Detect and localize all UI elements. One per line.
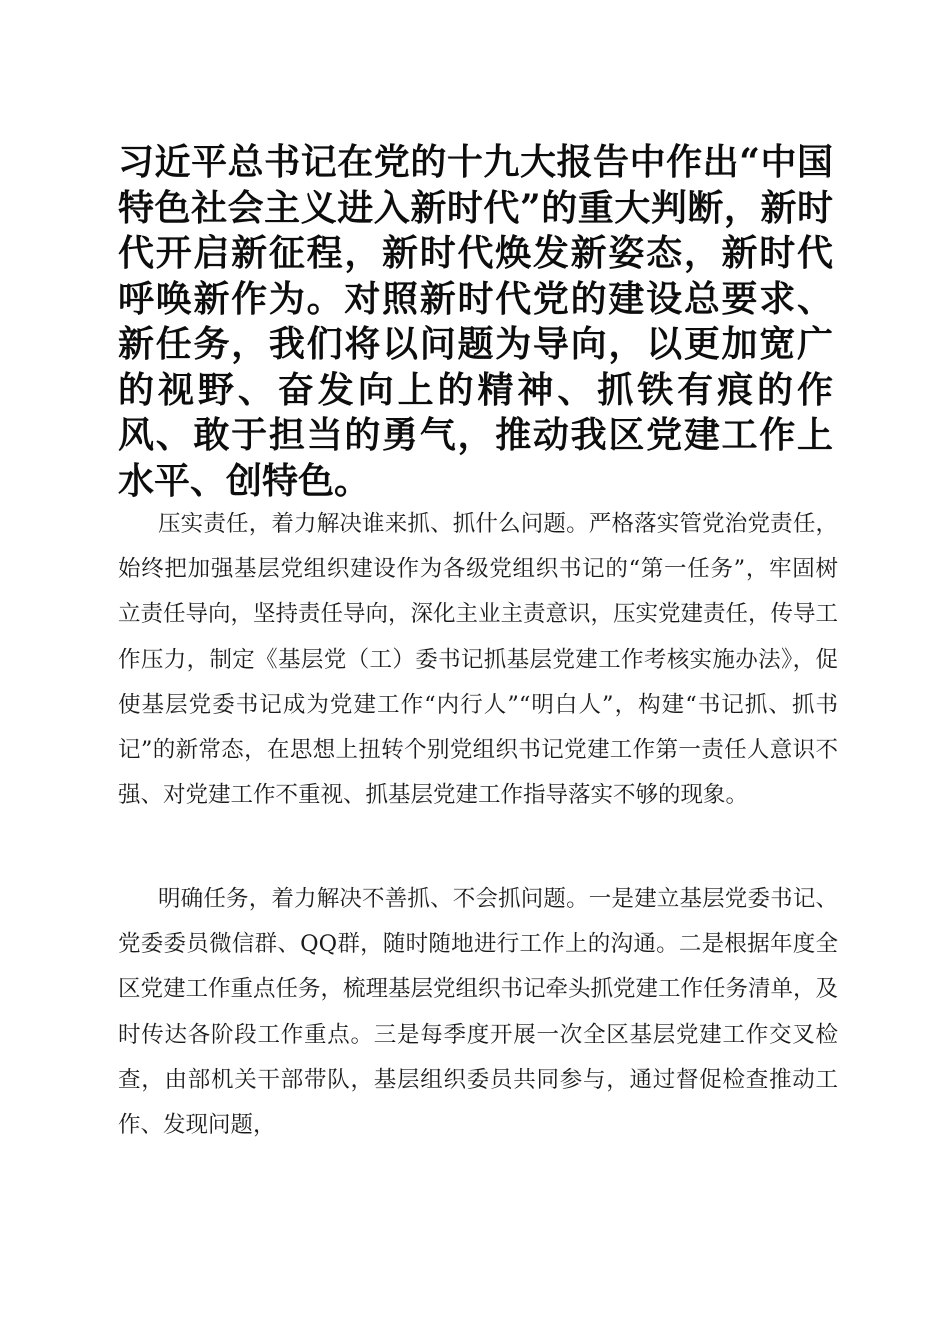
body-paragraph-tasks: 明确任务，着力解决不善抓、不会抓问题。一是建立基层党委书记、党委委员微信群、QQ群，随时随地进行工作上的沟通。二是根据年度全区党建工作重点任务，梳理基层党组织书记牵头抓党建工作任务清单，及时传达各阶段工作重点。三是每季度开展一次全区基层党建工作交叉检查，由部机关干部带队，基层组织委员共同参与，通过督促检查推动工作、发现问题， [118, 886, 839, 1139]
lead-paragraph: 习近平总书记在党的十九大报告中作出“中国特色社会主义进入新时代”的重大判断，新时代开启新征程，新时代焕发新姿态，新时代呼唤新作为。对照新时代党的建设总要求、新任务，我们将以问题为导向，以更加宽广的视野、奋发向上的精神、抓铁有痕的作风、敢于担当的勇气，推动我区党建工作上水平、创特色。 [118, 141, 833, 502]
body-paragraph-responsibility: 压实责任，着力解决谁来抓、抓什么问题。严格落实管党治党责任，始终把加强基层党组织建设作为各级党组织书记的“第一任务”，牢固树立责任导向，坚持责任导向，深化主业主责意识，压实党建责任，传导工作压力，制定《基层党（工）委书记抓基层党建工作考核实施办法》，促使基层党委书记成为党建工作“内行人”“明白人”，构建“书记抓、抓书记”的新常态，在思想上扭转个别党组织书记党建工作第一责任人意识不强、对党建工作不重视、抓基层党建工作指导落实不够的现象。 [118, 511, 839, 809]
